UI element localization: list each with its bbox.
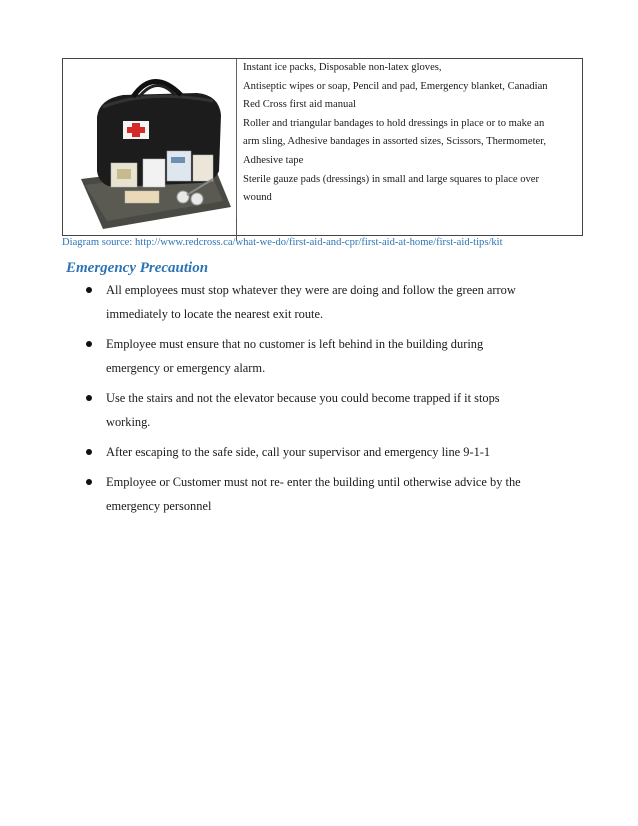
first-aid-kit-table — [62, 58, 583, 236]
diagram-source-caption: Diagram source: http://www.redcross.ca/what-we-do/first-aid-and-cpr/first-aid-at-home/first-aid-tips/kit — [62, 237, 503, 248]
bullet-text-line: immediately to locate the nearest exit route. — [106, 307, 324, 321]
list-item — [86, 386, 586, 434]
bullet-icon — [86, 479, 92, 485]
bullet-icon — [86, 395, 92, 401]
bullet-text-line: All employees must stop whatever they were are doing and follow the green arrow — [106, 283, 516, 297]
bullet-text-line: After escaping to the safe side, call your supervisor and emergency line 9-1-1 — [106, 445, 491, 459]
bullet-text-line: Employee or Customer must not re- enter the building until otherwise advice by the — [106, 475, 521, 489]
kit-item-line: Adhesive tape — [243, 154, 304, 166]
section-heading: Emergency Precaution — [66, 260, 209, 276]
bullet-icon — [86, 341, 92, 347]
bullet-text-line: Employee must ensure that no customer is left behind in the building during — [106, 337, 484, 351]
kit-item-line: Sterile gauze pads (dressings) in small and large squares to place over — [243, 173, 540, 185]
first-aid-kit-icon — [63, 59, 235, 235]
kit-item-line: arm sling, Adhesive bandages in assorted sizes, Scissors, Thermometer, — [243, 136, 547, 148]
list-item — [86, 470, 586, 518]
kit-image-cell — [63, 59, 237, 235]
kit-item-line: Antiseptic wipes or soap, Pencil and pad, Emergency blanket, Canadian — [243, 80, 548, 92]
list-item — [86, 332, 586, 380]
kit-item-line: Red Cross first aid manual — [243, 99, 356, 111]
bullet-text-line: emergency or emergency alarm. — [106, 361, 266, 375]
bullet-icon — [86, 287, 92, 293]
kit-items-text — [243, 59, 583, 208]
bullet-text-line: emergency personnel — [106, 499, 212, 513]
bullet-icon — [86, 449, 92, 455]
bullet-text-line: Use the stairs and not the elevator because you could become trapped if it stops — [106, 391, 500, 405]
kit-item-line: Roller and triangular bandages to hold dressings in place or to make an — [243, 117, 545, 129]
kit-item-line: wound — [243, 192, 272, 204]
bullet-text-line: working. — [106, 415, 151, 429]
kit-item-line: Instant ice packs, Disposable non-latex gloves, — [243, 62, 442, 73]
list-item — [86, 278, 586, 326]
precaution-bullet-list — [86, 278, 586, 518]
list-item — [86, 440, 586, 464]
